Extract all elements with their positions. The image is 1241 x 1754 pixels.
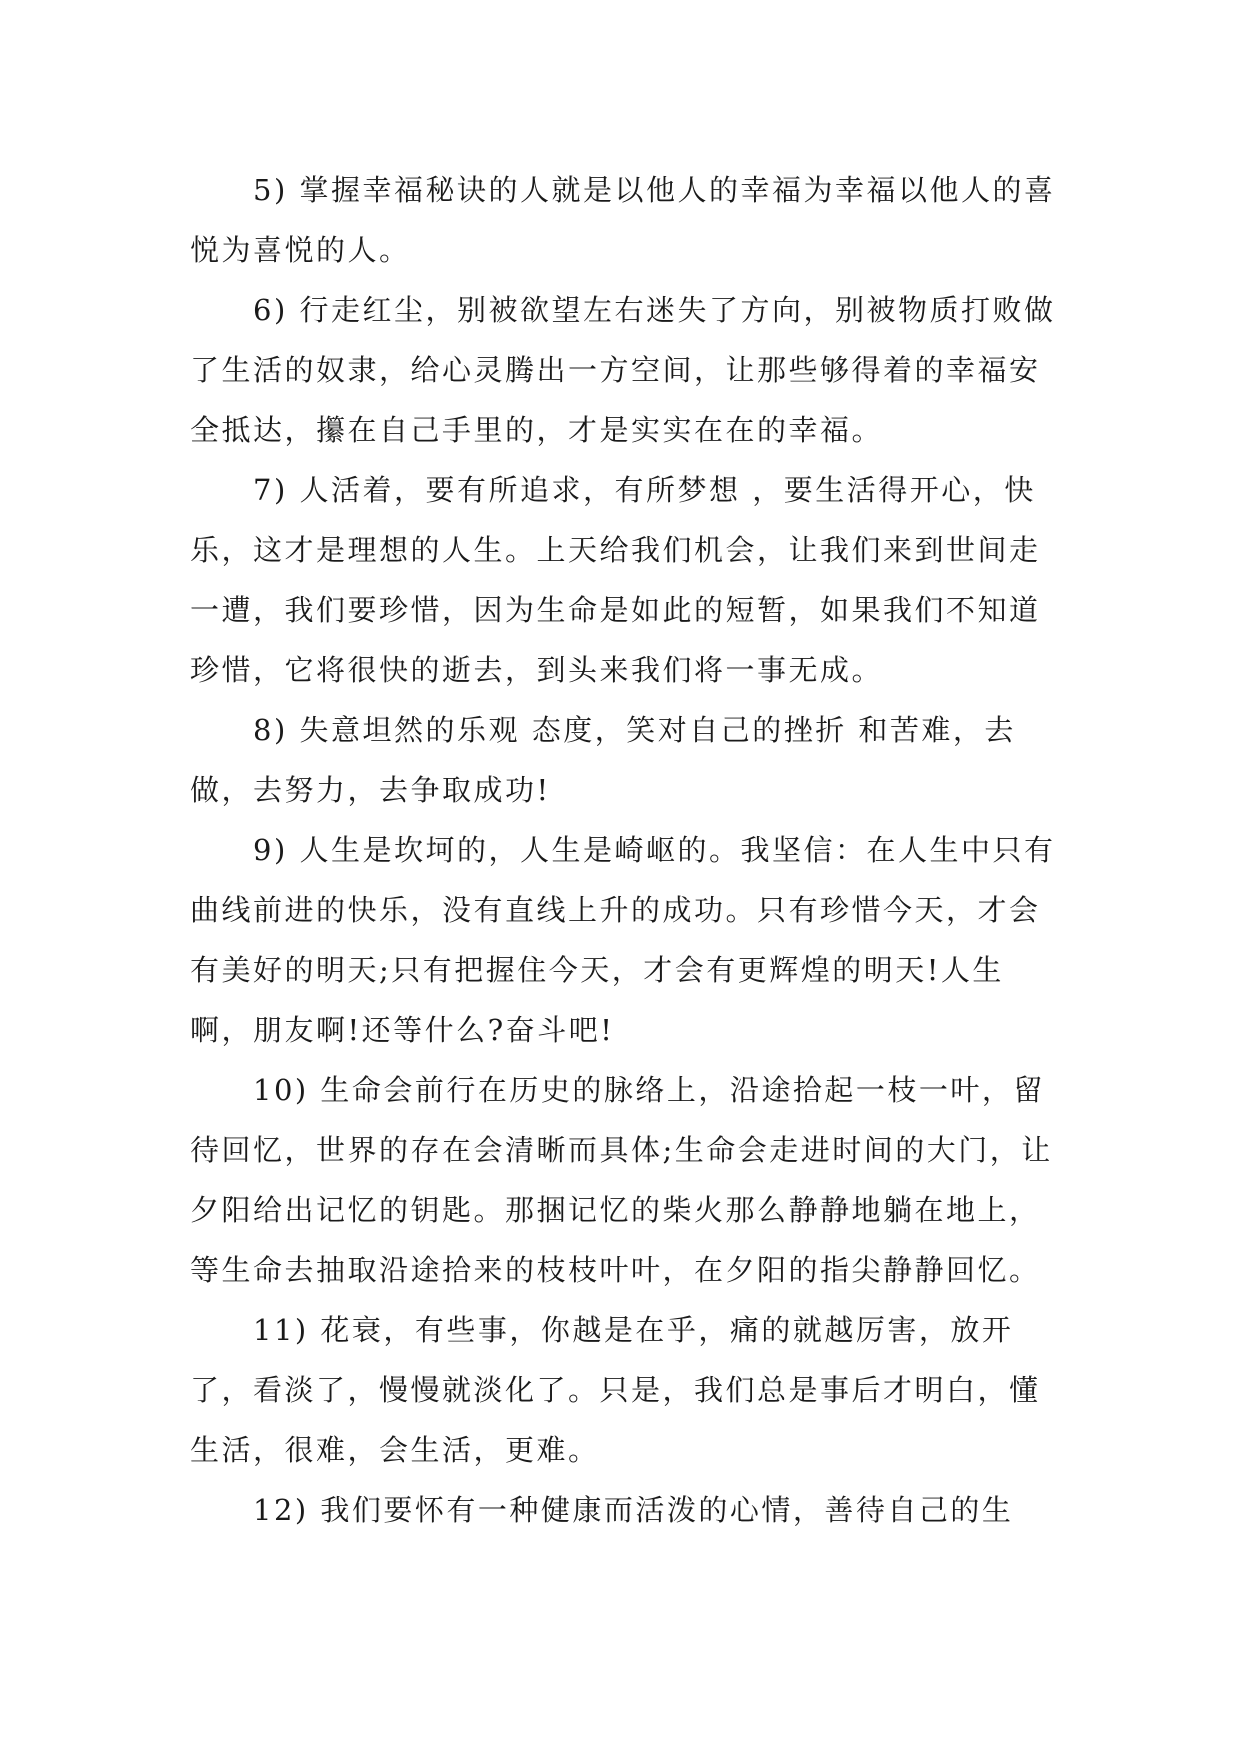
paragraph-10: 10) 生命会前行在历史的脉络上，沿途拾起一枝一叶，留待回忆，世界的存在会清晰而具体;生命会走进时间的大门，让夕阳给出记忆的钥匙。那捆记忆的柴火那么静静地躺在地上，等生命去抽取沿途拾来的枝枝叶叶，在夕阳的指尖静静回忆。 bbox=[190, 1073, 1053, 1287]
paragraph-11: 11) 花衰，有些事，你越是在乎，痛的就越厉害，放开了，看淡了，慢慢就淡化了。只是，我们总是事后才明白，懂生活，很难，会生活，更难。 bbox=[190, 1313, 1041, 1467]
paragraph-9: 9) 人生是坎坷的，人生是崎岖的。我坚信：在人生中只有曲线前进的快乐，没有直线上升的成功。只有珍惜今天，才会有美好的明天;只有把握住今天，才会有更辉煌的明天!人生啊，朋友啊!还等什么?奋斗吧! bbox=[190, 833, 1056, 1047]
paragraph-12: 12) 我们要怀有一种健康而活泼的心情，善待自己的生 bbox=[253, 1493, 1014, 1527]
paragraph-6: 6) 行走红尘，别被欲望左右迷失了方向，别被物质打败做了生活的奴隶，给心灵腾出一方空间，让那些够得着的幸福安全抵达，攥在自己手里的，才是实实在在的幸福。 bbox=[190, 293, 1056, 447]
paragraph-8: 8) 失意坦然的乐观 态度，笑对自己的挫折 和苦难，去做，去努力，去争取成功! bbox=[190, 713, 1016, 807]
document-body bbox=[190, 160, 1060, 1540]
paragraph-5: 5) 掌握幸福秘诀的人就是以他人的幸福为幸福以他人的喜悦为喜悦的人。 bbox=[190, 173, 1056, 267]
paragraph-7: 7) 人活着，要有所追求，有所梦想 ，要生活得开心，快乐，这才是理想的人生。上天给我们机会，让我们来到世间走一遭，我们要珍惜，因为生命是如此的短暂，如果我们不知道珍惜，它将很快的逝去，到头来我们将一事无成。 bbox=[190, 473, 1041, 687]
